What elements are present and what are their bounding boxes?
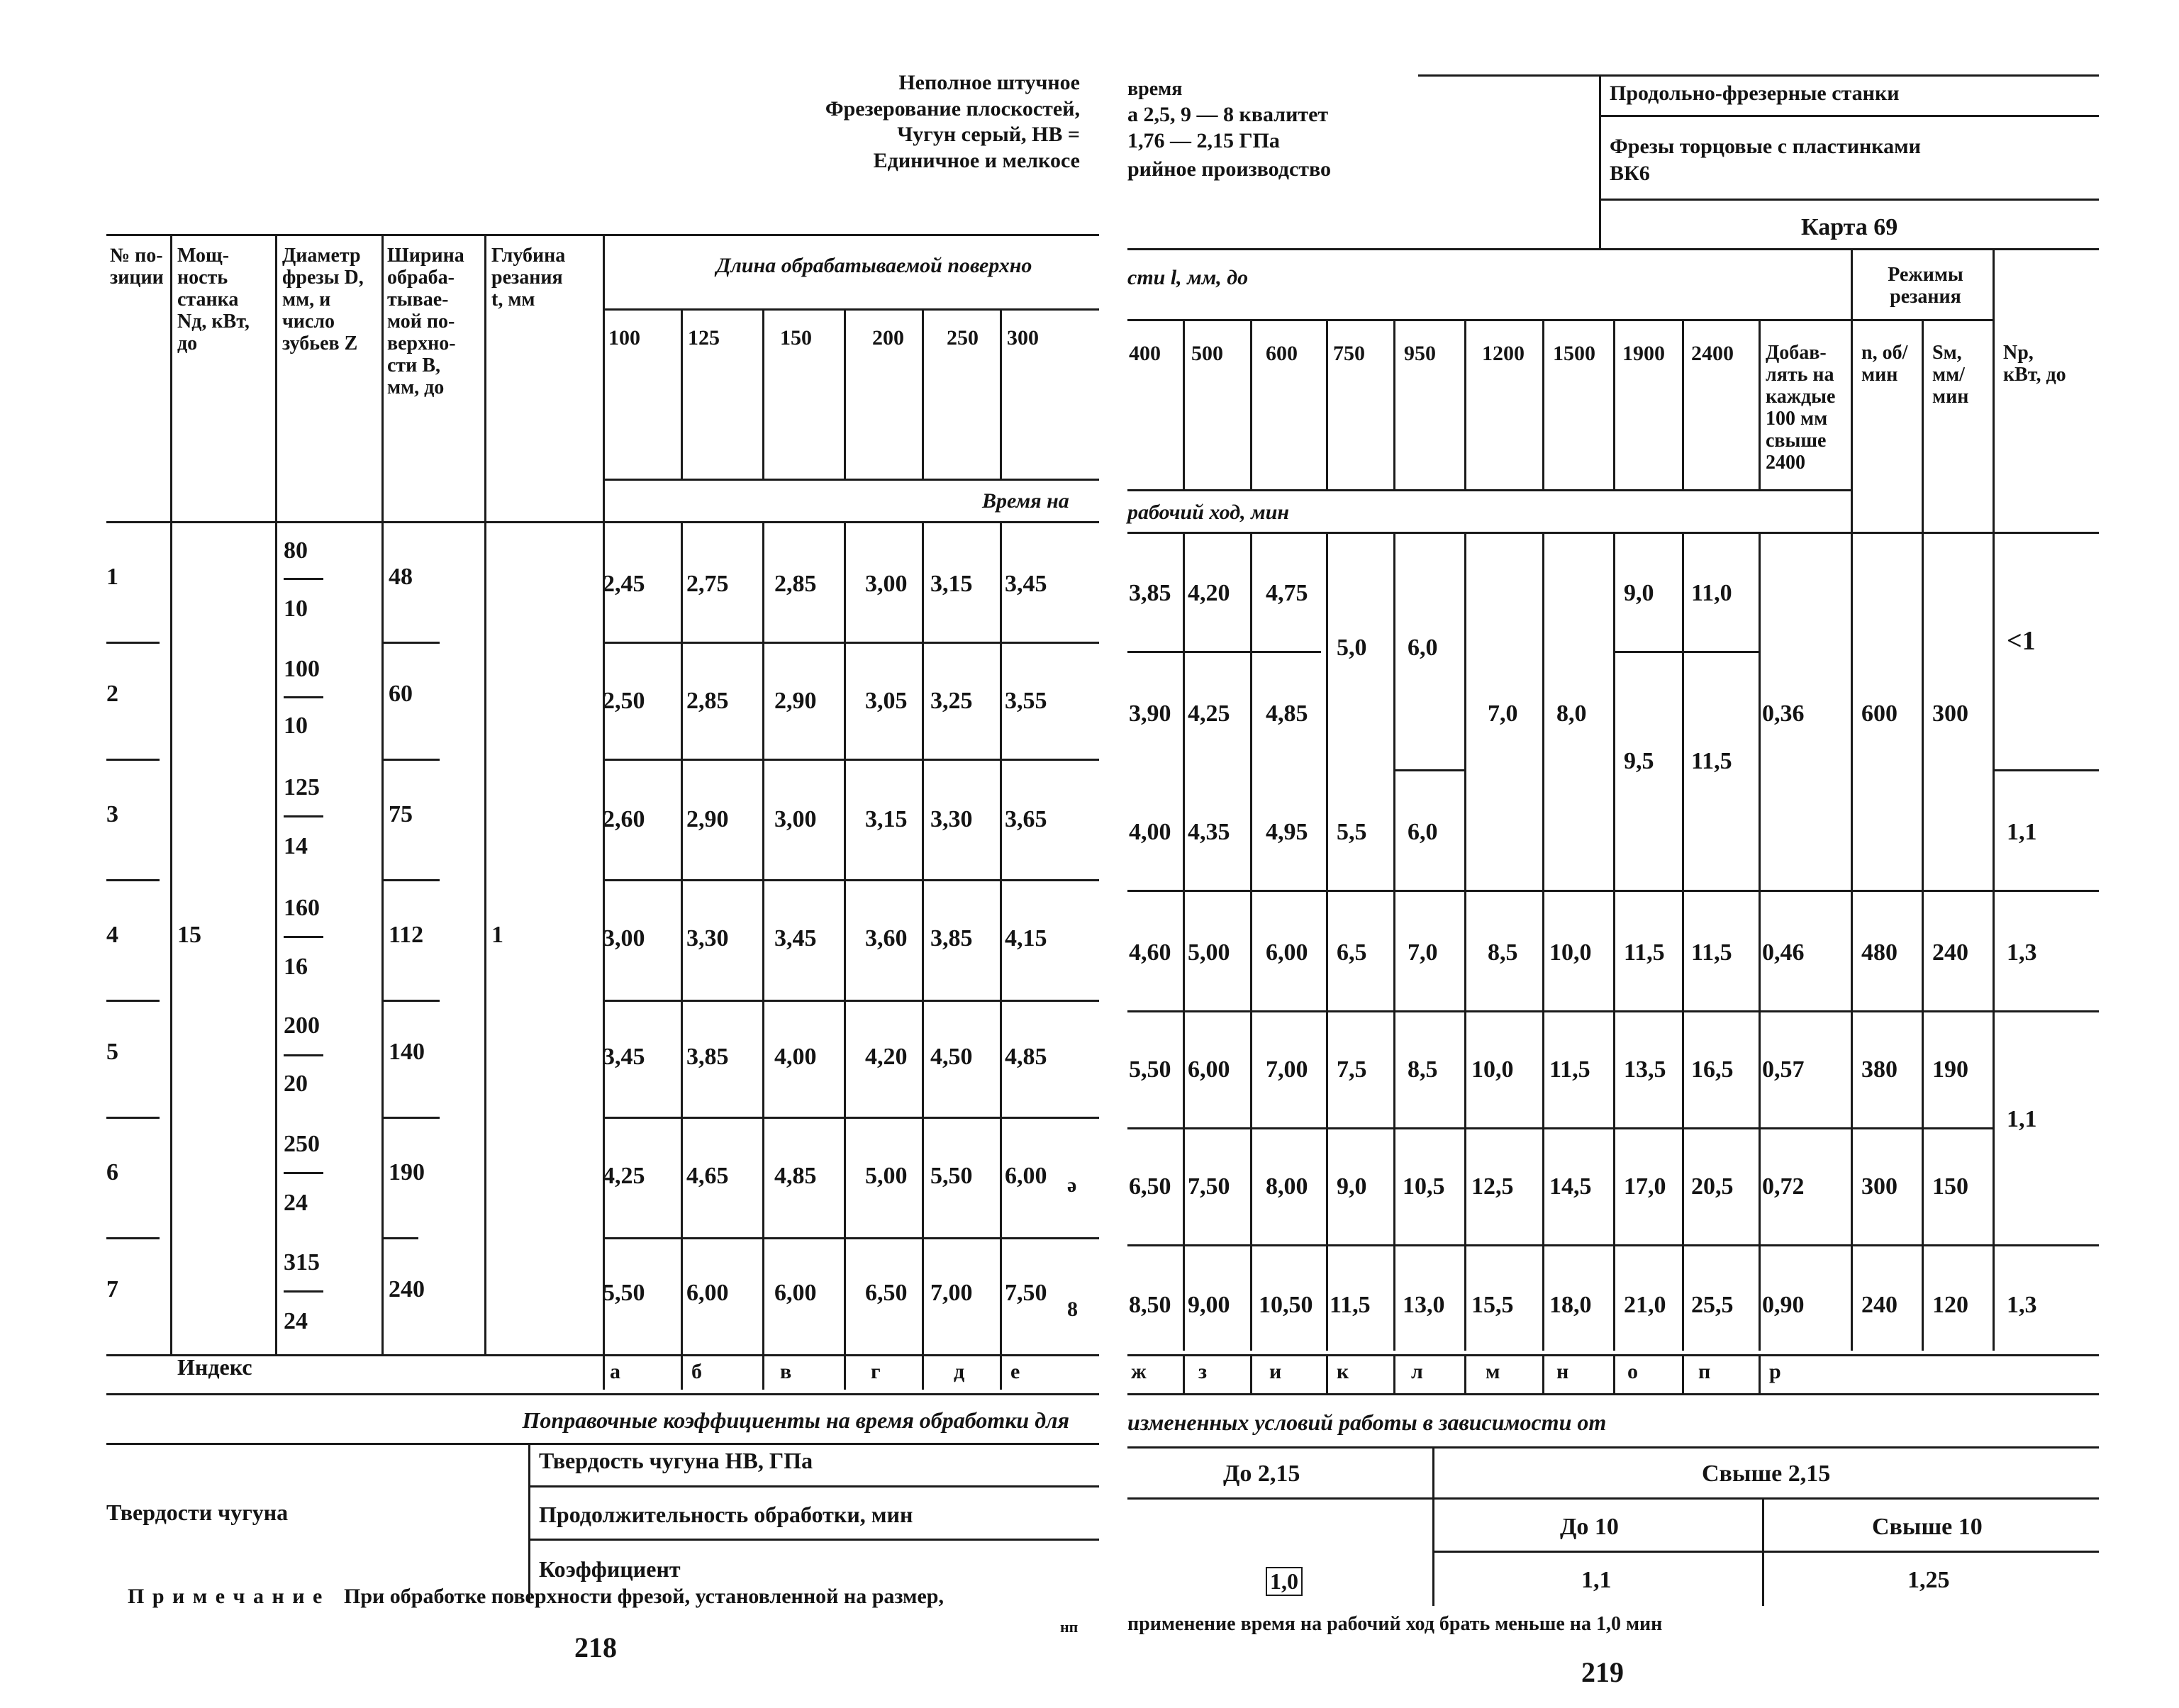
machine-type: Продольно-фрезерные станки: [1610, 82, 1900, 105]
row-2-time-200: 3,05: [865, 688, 908, 714]
coef-low: 1,0: [1266, 1567, 1303, 1596]
r-row-7-add: 0,90: [1762, 1292, 1805, 1318]
column-header-length-group: Длина обрабатываемой поверхно: [716, 254, 1032, 277]
length-header-1200: 1200: [1482, 342, 1525, 365]
row-2-teeth: 10: [284, 713, 308, 739]
row-3-position: 3: [106, 801, 118, 827]
r-row-7-t750: 11,5: [1330, 1292, 1371, 1318]
r-row-1-t500: 4,20: [1188, 580, 1230, 606]
r-row-1-t400: 3,85: [1129, 580, 1171, 606]
right-header-line-1: время: [1127, 78, 1183, 100]
tool-description-2: ВК6: [1610, 162, 1650, 185]
row-1-time-300: 3,45: [1005, 571, 1047, 597]
r-merged-t1500: 8,0: [1556, 700, 1587, 727]
r-row-4-t500: 5,00: [1188, 939, 1230, 966]
row-6-diameter: 250: [284, 1131, 320, 1157]
r-row-6-s: 150: [1932, 1173, 1968, 1200]
r-row-7-t950: 13,0: [1403, 1292, 1445, 1318]
r-row-7-n: 240: [1861, 1292, 1897, 1318]
row-4-time-250: 3,85: [930, 925, 973, 951]
row-6-edge: ә: [1067, 1173, 1077, 1197]
row-7-teeth: 24: [284, 1308, 308, 1334]
length-header-600: 600: [1266, 342, 1298, 365]
r-row-3-t400: 4,00: [1129, 819, 1171, 845]
row-5-diameter: 200: [284, 1012, 320, 1039]
r-merged-np-rows56: 1,1: [2007, 1106, 2037, 1132]
index-letter-e: е: [1010, 1360, 1020, 1383]
right-corrections-title: измененных условий работы в зависимости от: [1127, 1410, 1607, 1435]
row-1-time-100: 2,45: [603, 571, 645, 597]
left-corrections-title: Поправочные коэффициенты на время обработки для: [522, 1407, 1069, 1433]
length-header-500: 500: [1191, 342, 1223, 365]
row-4-width: 112: [389, 922, 424, 948]
r-merged-n: 600: [1861, 700, 1897, 727]
column-header-power: Мощ- ность станка Nд, кВт, до: [177, 245, 250, 355]
length-header-150: 150: [780, 326, 812, 350]
column-header-width: Ширина обраба- тывае- мой по- верхно- сти В, мм, до: [387, 245, 464, 398]
r-row-3-t500: 4,35: [1188, 819, 1230, 845]
row-1-diameter: 80: [284, 537, 308, 564]
r-index-z: з: [1198, 1360, 1208, 1383]
r-row-6-t1900: 17,0: [1624, 1173, 1666, 1200]
row-7-width: 240: [389, 1276, 425, 1302]
row-3-time-300: 3,65: [1005, 806, 1047, 832]
row-5-time-100: 3,45: [603, 1044, 645, 1070]
r-row-5-t500: 6,00: [1188, 1056, 1230, 1083]
note-text: При обработке поверхности фрезой, установленной на размер,: [344, 1585, 944, 1608]
feed-header: Sм, мм/ мин: [1932, 342, 1969, 408]
length-header-950: 950: [1404, 342, 1436, 365]
r-index-k: к: [1337, 1360, 1349, 1383]
row-2-position: 2: [106, 681, 118, 707]
r-row-4-t1900: 11,5: [1624, 939, 1665, 966]
r-row-5-t1200: 10,0: [1471, 1056, 1514, 1083]
row-1-time-250: 3,15: [930, 571, 973, 597]
row-3-diameter: 125: [284, 774, 320, 800]
r-row-7-t2400: 25,5: [1691, 1292, 1734, 1318]
column-header-diameter: Диаметр фрезы D, мм, и число зубьев Z: [282, 245, 364, 355]
r-row-3-t950: 6,0: [1408, 819, 1438, 845]
r-row-7-t1900: 21,0: [1624, 1292, 1666, 1318]
row-3-time-150: 3,00: [774, 806, 817, 832]
row-3-time-250: 3,30: [930, 806, 973, 832]
spindle-speed-header: n, об/ мин: [1861, 342, 1908, 386]
row-2-time-150: 2,90: [774, 688, 817, 714]
index-letter-v: в: [780, 1360, 792, 1383]
r-row-2-t2400: 11,5: [1691, 748, 1732, 774]
length-header-2400: 2400: [1691, 342, 1734, 365]
r-row-3-t600: 4,95: [1266, 819, 1308, 845]
r-row-2-t500: 4,25: [1188, 700, 1230, 727]
r-row-2-t600: 4,85: [1266, 700, 1308, 727]
r-index-r: р: [1769, 1360, 1781, 1383]
row-5-time-200: 4,20: [865, 1044, 908, 1070]
row-1-time-200: 3,00: [865, 571, 908, 597]
row-7-time-200: 6,50: [865, 1280, 908, 1306]
left-header-line-4: Единичное и мелкосе: [873, 149, 1080, 172]
row-2-time-250: 3,25: [930, 688, 973, 714]
r-merged-s: 300: [1932, 700, 1968, 727]
row-7-position: 7: [106, 1276, 118, 1302]
tool-description-1: Фрезы торцовые с пластинками: [1610, 135, 1921, 158]
r-index-n: н: [1556, 1360, 1569, 1383]
row-5-teeth: 20: [284, 1071, 308, 1097]
right-length-group: сти l, мм, до: [1127, 266, 1249, 289]
row-7-diameter: 315: [284, 1249, 320, 1276]
r-row-5-t1500: 11,5: [1549, 1056, 1590, 1083]
index-letter-a: а: [610, 1360, 620, 1383]
coef-mid: 1,1: [1581, 1567, 1612, 1593]
row-2-diameter: 100: [284, 656, 320, 682]
row-3-teeth: 14: [284, 833, 308, 859]
row-5-time-125: 3,85: [686, 1044, 729, 1070]
coef-high: 1,25: [1907, 1567, 1950, 1593]
r-row-5-t950: 8,5: [1408, 1056, 1438, 1083]
depth-value: 1: [491, 922, 503, 948]
r-merged-np-row3: 1,1: [2007, 819, 2037, 845]
r-row-5-t600: 7,00: [1266, 1056, 1308, 1083]
note-edge: нп: [1060, 1618, 1079, 1636]
r-row-4-s: 240: [1932, 939, 1968, 966]
power-value: 15: [177, 922, 201, 948]
row-1-time-125: 2,75: [686, 571, 729, 597]
r-index-p: п: [1698, 1360, 1711, 1383]
r-row-6-t950: 10,5: [1403, 1173, 1445, 1200]
r-row-4-t600: 6,00: [1266, 939, 1308, 966]
length-header-1500: 1500: [1553, 342, 1595, 365]
r-row-6-t400: 6,50: [1129, 1173, 1171, 1200]
row-2-time-300: 3,55: [1005, 688, 1047, 714]
r-row-4-n: 480: [1861, 939, 1897, 966]
time-group-header: Время на: [982, 489, 1069, 513]
hardness-label: Твердости чугуна: [106, 1500, 289, 1525]
r-row-3-t750: 5,5: [1337, 819, 1367, 845]
left-header-line-3: Чугун серый, НВ =: [897, 123, 1080, 146]
r-index-o: о: [1627, 1360, 1638, 1383]
row-6-time-150: 4,85: [774, 1163, 817, 1189]
r-index-i: и: [1269, 1360, 1282, 1383]
row-5-time-250: 4,50: [930, 1044, 973, 1070]
r-merged-t1200: 7,0: [1488, 700, 1518, 727]
r-row-4-t400: 4,60: [1129, 939, 1171, 966]
r-row-4-t750: 6,5: [1337, 939, 1367, 966]
index-letter-b: б: [691, 1360, 702, 1383]
r-row-7-np: 1,3: [2007, 1292, 2037, 1318]
row-5-position: 5: [106, 1039, 118, 1065]
add-per-100-header: Добав- лять на каждые 100 мм свыше 2400: [1766, 342, 1836, 474]
r-row-7-t400: 8,50: [1129, 1292, 1171, 1318]
r-row-7-s: 120: [1932, 1292, 1968, 1318]
r-row-5-t400: 5,50: [1129, 1056, 1171, 1083]
row-7-time-300: 7,50: [1005, 1280, 1047, 1306]
r-row-2-t400: 3,90: [1129, 700, 1171, 727]
row-6-time-100: 4,25: [603, 1163, 645, 1189]
row-6-time-200: 5,00: [865, 1163, 908, 1189]
r-row-6-t500: 7,50: [1188, 1173, 1230, 1200]
row-1-teeth: 10: [284, 596, 308, 622]
time-low: До 10: [1560, 1514, 1619, 1540]
row-7-edge: 8: [1067, 1297, 1078, 1321]
r-row-6-t600: 8,00: [1266, 1173, 1308, 1200]
r-row-6-t2400: 20,5: [1691, 1173, 1734, 1200]
r-row-7-t500: 9,00: [1188, 1292, 1230, 1318]
modes-header: Режимы резания: [1888, 264, 1963, 308]
length-header-750: 750: [1333, 342, 1365, 365]
r-row-4-t1500: 10,0: [1549, 939, 1592, 966]
row-6-position: 6: [106, 1159, 118, 1185]
right-note-text: применение время на рабочий ход брать меньше на 1,0 мин: [1127, 1613, 1663, 1635]
right-header-line-2: а 2,5, 9 — 8 квалитет: [1127, 103, 1329, 126]
r-row-4-np: 1,3: [2007, 939, 2037, 966]
index-letter-d: д: [954, 1360, 965, 1383]
hardness-row-2: Продолжительность обработки, мин: [539, 1502, 913, 1527]
r-row-5-t2400: 16,5: [1691, 1056, 1734, 1083]
r-index-l: л: [1411, 1360, 1423, 1383]
hardness-low: До 2,15: [1223, 1461, 1300, 1487]
row-4-time-300: 4,15: [1005, 925, 1047, 951]
row-3-time-100: 2,60: [603, 806, 645, 832]
row-2-time-100: 2,50: [603, 688, 645, 714]
r-row-6-n: 300: [1861, 1173, 1897, 1200]
hardness-row-3: Коэффициент: [539, 1556, 681, 1582]
r-row-4-t950: 7,0: [1408, 939, 1438, 966]
row-7-time-100: 5,50: [603, 1280, 645, 1306]
length-header-125: 125: [688, 326, 720, 350]
left-header-line-2: Фрезерование плоскостей,: [825, 97, 1080, 121]
r-row-4-t1200: 8,5: [1488, 939, 1518, 966]
r-row-1-t1900: 9,0: [1624, 580, 1654, 606]
note-label: П р и м е ч а н и е: [128, 1585, 324, 1608]
row-6-time-125: 4,65: [686, 1163, 729, 1189]
r-row-6-t1200: 12,5: [1471, 1173, 1514, 1200]
row-4-diameter: 160: [284, 895, 320, 921]
r-row-5-add: 0,57: [1762, 1056, 1805, 1083]
page-number-218: 218: [574, 1631, 617, 1663]
row-4-teeth: 16: [284, 954, 308, 980]
row-4-time-200: 3,60: [865, 925, 908, 951]
row-3-time-125: 2,90: [686, 806, 729, 832]
hardness-high: Свыше 2,15: [1702, 1461, 1831, 1487]
length-header-300: 300: [1007, 326, 1039, 350]
r-row-4-add: 0,46: [1762, 939, 1805, 966]
row-5-time-300: 4,85: [1005, 1044, 1047, 1070]
row-6-teeth: 24: [284, 1190, 308, 1216]
row-4-time-150: 3,45: [774, 925, 817, 951]
r-merged-t950: 6,0: [1408, 635, 1438, 661]
row-7-time-250: 7,00: [930, 1280, 973, 1306]
r-row-6-t750: 9,0: [1337, 1173, 1367, 1200]
right-header-line-3: 1,76 — 2,15 ГПа: [1127, 129, 1280, 152]
r-row-7-t600: 10,50: [1259, 1292, 1313, 1318]
r-index-zh: ж: [1131, 1360, 1147, 1383]
row-6-time-250: 5,50: [930, 1163, 973, 1189]
card-number: Карта 69: [1801, 214, 1898, 240]
r-row-1-t600: 4,75: [1266, 580, 1308, 606]
r-index-m: м: [1486, 1360, 1500, 1383]
row-3-time-200: 3,15: [865, 806, 908, 832]
r-row-5-n: 380: [1861, 1056, 1897, 1083]
row-5-width: 140: [389, 1039, 425, 1065]
r-row-6-t1500: 14,5: [1549, 1173, 1592, 1200]
r-row-5-s: 190: [1932, 1056, 1968, 1083]
r-merged-np-lt1: <1: [2007, 626, 2036, 656]
length-header-1900: 1900: [1622, 342, 1665, 365]
hardness-row-1: Твердость чугуна НВ, ГПа: [539, 1448, 813, 1473]
row-4-time-100: 3,00: [603, 925, 645, 951]
length-header-250: 250: [947, 326, 979, 350]
column-header-position: № по- зиции: [110, 245, 164, 289]
row-1-width: 48: [389, 564, 413, 590]
row-7-time-150: 6,00: [774, 1280, 817, 1306]
r-merged-add: 0,36: [1762, 700, 1805, 727]
length-header-100: 100: [608, 326, 640, 350]
time-high: Свыше 10: [1872, 1514, 1983, 1540]
page-number-219: 219: [1581, 1656, 1624, 1688]
row-6-time-300: 6,00: [1005, 1163, 1047, 1189]
column-header-depth: Глубина резания t, мм: [491, 245, 566, 311]
power-required-header: Nр, кВт, до: [2003, 342, 2066, 386]
row-4-position: 4: [106, 922, 118, 948]
r-row-7-t1500: 18,0: [1549, 1292, 1592, 1318]
row-1-time-150: 2,85: [774, 571, 817, 597]
row-6-width: 190: [389, 1159, 425, 1185]
r-row-7-t1200: 15,5: [1471, 1292, 1514, 1318]
row-2-time-125: 2,85: [686, 688, 729, 714]
row-5-time-150: 4,00: [774, 1044, 817, 1070]
right-header-line-4: рийное производство: [1127, 157, 1332, 181]
r-merged-t750: 5,0: [1337, 635, 1367, 661]
r-row-5-t750: 7,5: [1337, 1056, 1367, 1083]
r-row-2-t1900: 9,5: [1624, 748, 1654, 774]
r-row-1-t2400: 11,0: [1691, 580, 1732, 606]
r-row-5-t1900: 13,5: [1624, 1056, 1666, 1083]
row-7-time-125: 6,00: [686, 1280, 729, 1306]
length-header-200: 200: [872, 326, 904, 350]
row-2-width: 60: [389, 681, 413, 707]
index-letter-g: г: [871, 1360, 881, 1383]
row-1-position: 1: [106, 564, 118, 590]
r-row-4-t2400: 11,5: [1691, 939, 1732, 966]
length-header-400: 400: [1129, 342, 1161, 365]
row-3-width: 75: [389, 801, 413, 827]
index-label: Индекс: [177, 1354, 252, 1380]
right-time-group: рабочий ход, мин: [1127, 501, 1290, 524]
r-row-6-add: 0,72: [1762, 1173, 1805, 1200]
left-header-line-1: Неполное штучное: [898, 71, 1080, 94]
row-4-time-125: 3,30: [686, 925, 729, 951]
